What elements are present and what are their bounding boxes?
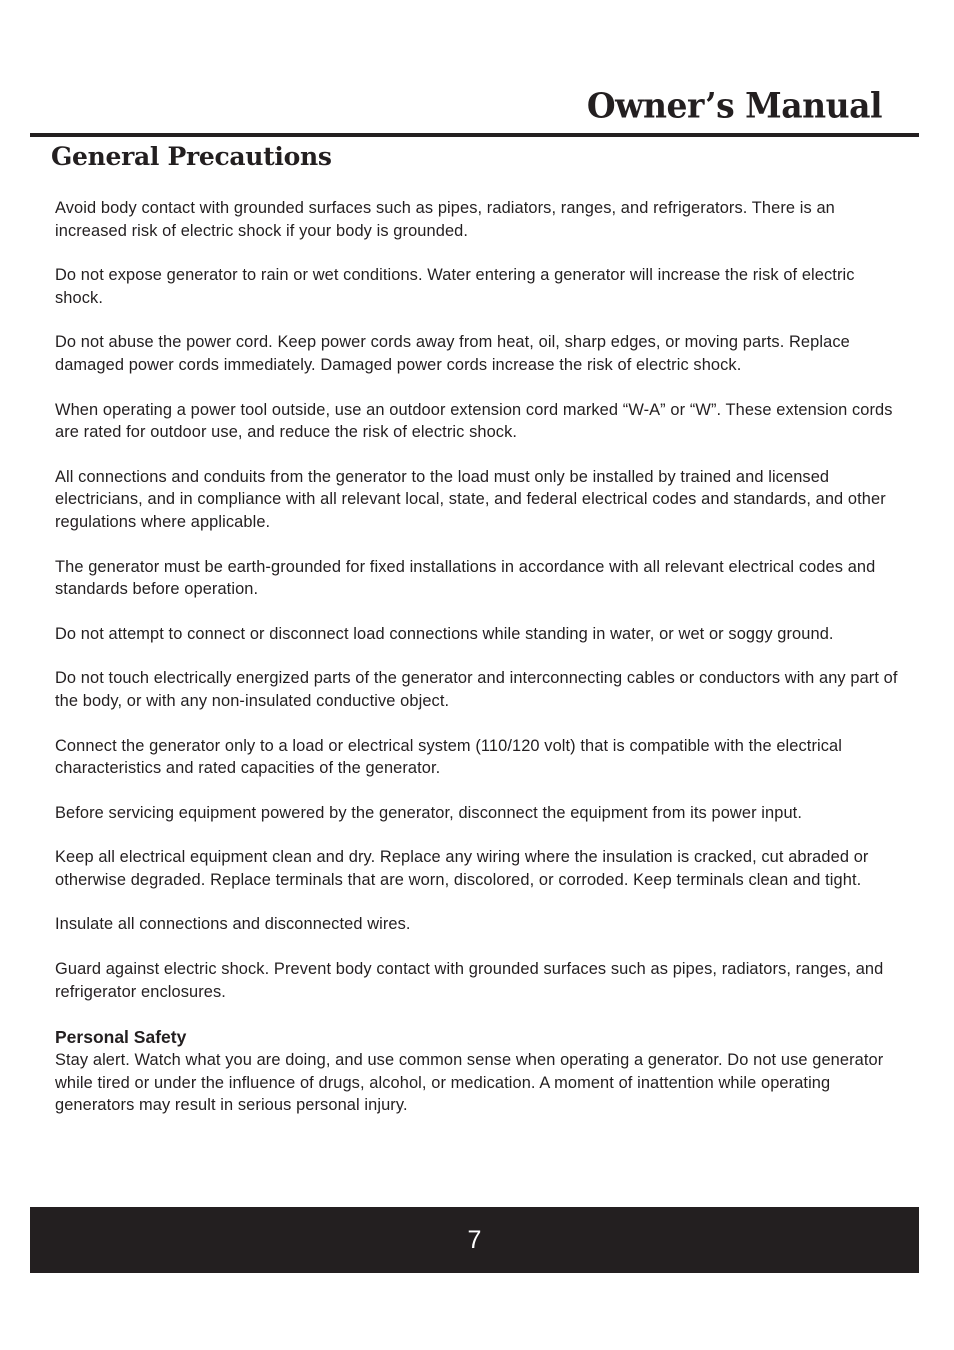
precaution-paragraph: All connections and conduits from the generator to the load must only be installed by trained and licensed electricians, and in compliance with all relevant local, state, and federal electrical codes and standards, and other regulations where applicable. <box>55 467 886 531</box>
precautions-content <box>55 197 905 1117</box>
precaution-paragraph: Do not expose generator to rain or wet conditions. Water entering a generator will increase the risk of electric shock. <box>55 266 855 307</box>
precaution-paragraph: The generator must be earth-grounded for fixed installations in accordance with all relevant electrical codes and standards before operation. <box>55 557 876 599</box>
personal-safety-paragraph: Stay alert. Watch what you are doing, and use common sense when operating a generator. Do not use generator while tired or under the influence of drugs, alcohol, or medication. A moment of inattention while operating generators may result in serious personal injury. <box>55 1051 884 1115</box>
precaution-paragraph: Insulate all connections and disconnected wires. <box>55 915 411 934</box>
precaution-paragraph: Connect the generator only to a load or electrical system (110/120 volt) that is compatible with the electrical characteristics and rated capacities of the generator. <box>55 736 843 778</box>
footer-bar <box>30 1207 919 1273</box>
personal-safety-heading: Personal Safety <box>55 1027 187 1048</box>
manual-title: Owner’s Manual <box>586 85 882 126</box>
section-heading: General Precautions <box>51 142 332 171</box>
precaution-paragraph: Do not touch electrically energized parts of the generator and interconnecting cables or conductors with any part of the body, or with any non-insulated conductive object. <box>55 669 898 710</box>
precaution-paragraph: When operating a power tool outside, use an outdoor extension cord marked “W-A” or “W”. These extension cords are rated for outdoor use, and reduce the risk of electric shock. <box>55 400 893 442</box>
precaution-paragraph: Do not attempt to connect or disconnect load connections while standing in water, or wet or soggy ground. <box>55 624 834 643</box>
title-divider <box>30 133 919 137</box>
precaution-paragraph: Avoid body contact with grounded surfaces such as pipes, radiators, ranges, and refrigerators. There is an increased risk of electric shock if your body is grounded. <box>55 199 835 240</box>
precaution-paragraph: Guard against electric shock. Prevent body contact with grounded surfaces such as pipes, radiators, ranges, and refrigerator enclosures. <box>55 960 884 1001</box>
precaution-paragraph: Do not abuse the power cord. Keep power cords away from heat, oil, sharp edges, or moving parts. Replace damaged power cords immediately. Damaged power cords increase the risk of electric shock. <box>55 333 850 374</box>
page-number: 7 <box>467 1225 482 1254</box>
precaution-paragraph: Before servicing equipment powered by the generator, disconnect the equipment from its power input. <box>55 803 802 822</box>
precaution-paragraph: Keep all electrical equipment clean and dry. Replace any wiring where the insulation is cracked, cut abraded or otherwise degraded. Replace terminals that are worn, discolored, or corroded. Keep terminals clean and tight. <box>55 848 869 889</box>
